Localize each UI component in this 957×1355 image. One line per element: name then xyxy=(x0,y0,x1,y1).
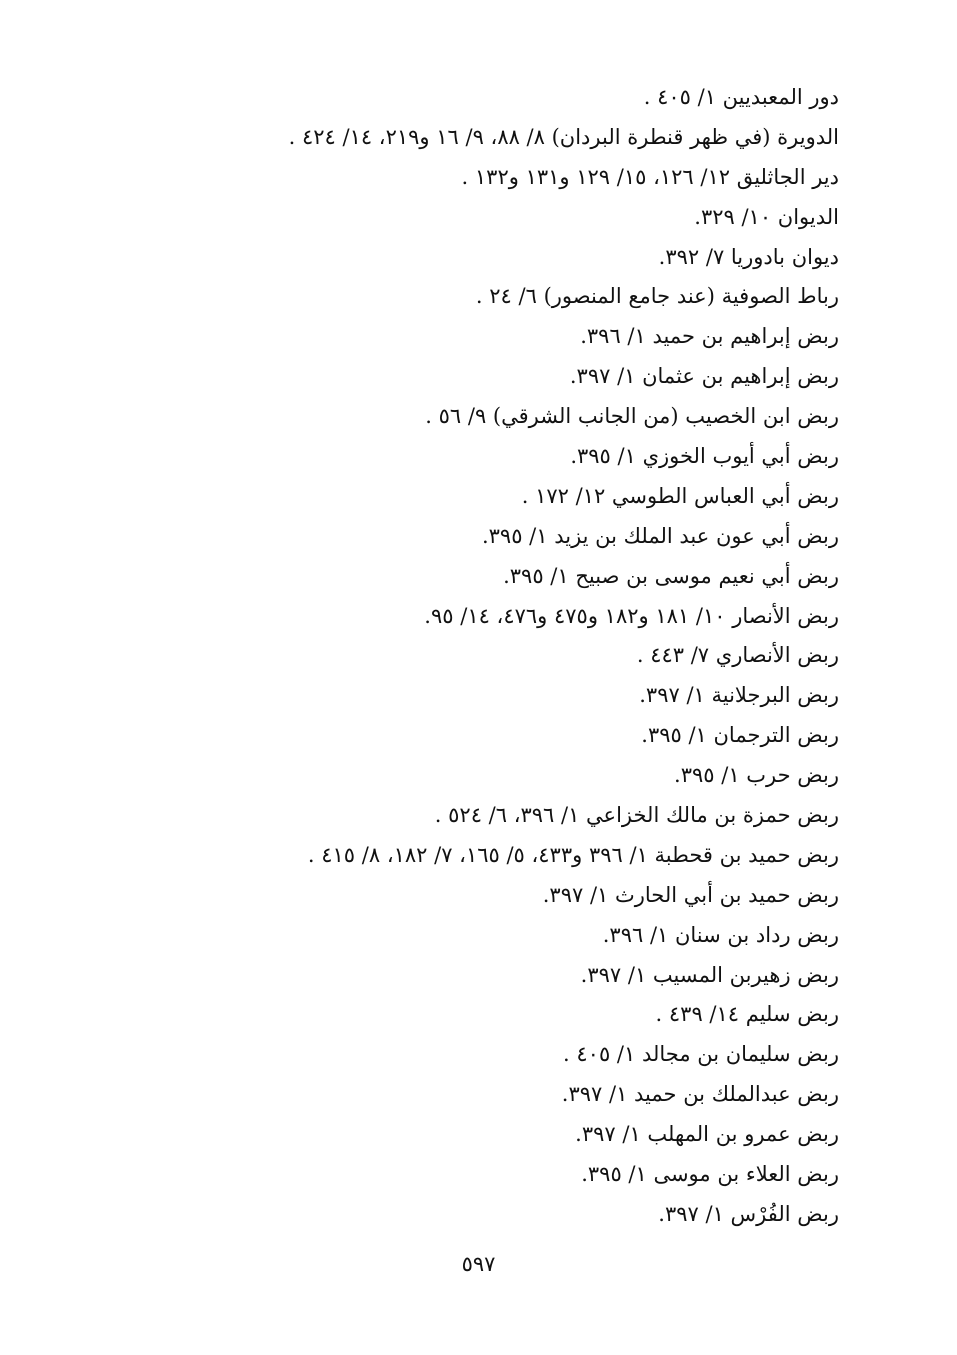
index-entry: ربض أبي عون عبد الملك بن يزيد ١/ ٣٩٥. xyxy=(481,523,839,548)
index-entry: ربض الأنصاري ٧/ ٤٤٣ . xyxy=(636,643,839,668)
index-entry: ربض أبي أيوب الخوزي ١/ ٣٩٥. xyxy=(570,444,839,469)
index-entry-list xyxy=(139,78,839,1235)
index-entry: ربض حمزة بن مالك الخزاعي ١/ ٣٩٦، ٦/ ٥٢٤ . xyxy=(434,803,839,828)
index-entry: ربض سليمان بن مجالد ١/ ٤٠٥ . xyxy=(563,1042,839,1067)
index-entry: ربض العلاء بن موسى ١/ ٣٩٥. xyxy=(581,1162,839,1187)
index-entry: ربض البرجلانية ١/ ٣٩٧. xyxy=(639,683,839,708)
index-entry: رباط الصوفية (عند جامع المنصور) ٦/ ٢٤ . xyxy=(475,284,839,309)
index-entry: ربض الأنصار ١٠/ ١٨١ و١٨٢ و٤٧٥ و٤٧٦، ١٤/ ٩٥. xyxy=(424,603,839,628)
index-entry: ربض أبي العباس الطوسي ١٢/ ١٧٢ . xyxy=(521,483,839,508)
index-entry: ربض حميد بن قحطبة ١/ ٣٩٦ و٤٣٣، ٥/ ١٦٥، ٧/ ١٨٢، ٨/ ٤١٥ . xyxy=(307,842,839,867)
index-entry: ربض الفُرْس ١/ ٣٩٧. xyxy=(658,1201,839,1226)
index-entry: دير الجاثليق ١٢/ ١٢٦، ١٥/ ١٢٩ و١٣١ و١٣٢ . xyxy=(461,164,839,189)
index-entry: دور المعبديين ١/ ٤٠٥ . xyxy=(643,85,839,109)
index-entry: ربض عبدالملك بن حميد ١/ ٣٩٧. xyxy=(561,1082,839,1107)
index-entry: ربض حرب ١/ ٣٩٥. xyxy=(674,763,839,788)
index-entry: ربض سليم ١٤/ ٤٣٩ . xyxy=(655,1002,839,1027)
index-entry: ربض إبراهيم بن حميد ١/ ٣٩٦. xyxy=(580,324,839,349)
index-entry: ربض ابن الخصيب (من الجانب الشرقي) ٩/ ٥٦ . xyxy=(425,404,839,429)
index-entry: ربض حميد بن أبي الحارث ١/ ٣٩٧. xyxy=(542,882,839,907)
index-entry: ربض زهيربن المسيب ١/ ٣٩٧. xyxy=(580,962,839,987)
index-entry: الديوان ١٠/ ٣٢٩. xyxy=(694,204,839,229)
page-number: ٥٩٧ xyxy=(461,1252,496,1276)
index-entry: ربض الترجمان ١/ ٣٩٥. xyxy=(641,723,839,748)
index-entry: ربض رداد بن سنان ١/ ٣٩٦. xyxy=(602,922,839,947)
index-entry: ربض عمرو بن المهلب ١/ ٣٩٧. xyxy=(575,1122,839,1147)
index-entry: ديوان بادوريا ٧/ ٣٩٢. xyxy=(658,244,839,269)
index-entry: ربض إبراهيم بن عثمان ١/ ٣٩٧. xyxy=(569,364,839,389)
index-entry: الدويرة (في ظهر قنطرة البردان) ٨/ ٨٨، ٩/ ١٦ و٢١٩، ١٤/ ٤٢٤ . xyxy=(288,124,839,149)
index-entry: ربض أبي نعيم موسى بن صبيح ١/ ٣٩٥. xyxy=(503,563,839,588)
